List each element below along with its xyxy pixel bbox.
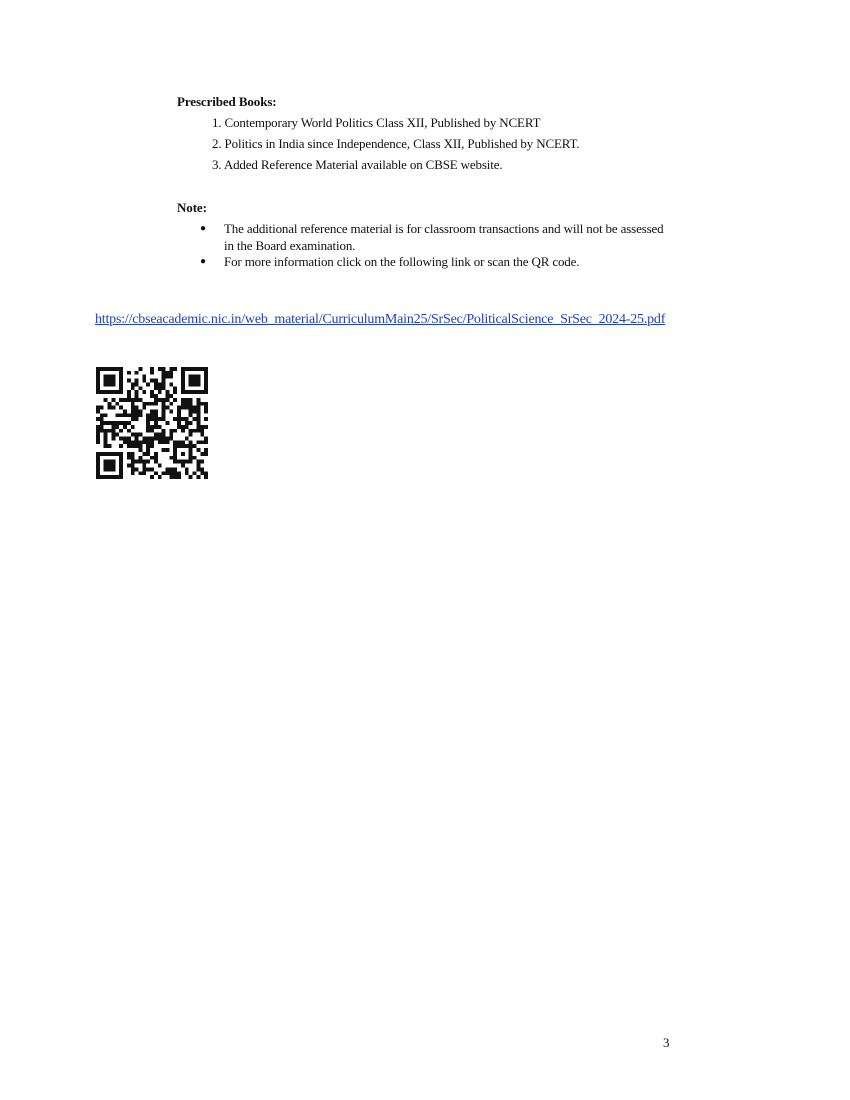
prescribed-books-heading: Prescribed Books:: [177, 94, 277, 109]
note-item: [200, 254, 670, 271]
note-item-text: The additional reference material is for classroom transactions and will not be assessed in the Board examination.: [224, 221, 664, 253]
note-heading: Note:: [177, 200, 207, 215]
bullet-icon: ●: [200, 256, 206, 267]
book-item: 2. Politics in India since Independence, Class XII, Published by NCERT.: [212, 136, 580, 151]
curriculum-link[interactable]: https://cbseacademic.nic.in/web_material/CurriculumMain25/SrSec/PoliticalScience_SrSec_2024-25.pdf: [95, 312, 666, 327]
book-item: 1. Contemporary World Politics Class XII, Published by NCERT: [212, 115, 541, 130]
bullet-icon: ●: [200, 223, 206, 234]
prescribed-books-list: [212, 115, 579, 178]
book-item: 3. Added Reference Material available on CBSE website.: [212, 157, 503, 172]
page-number: 3: [663, 1035, 670, 1050]
note-list: [200, 221, 670, 271]
qr-code-icon[interactable]: [96, 367, 208, 479]
note-item-text: For more information click on the following link or scan the QR code.: [224, 254, 580, 269]
note-item: [200, 221, 670, 254]
